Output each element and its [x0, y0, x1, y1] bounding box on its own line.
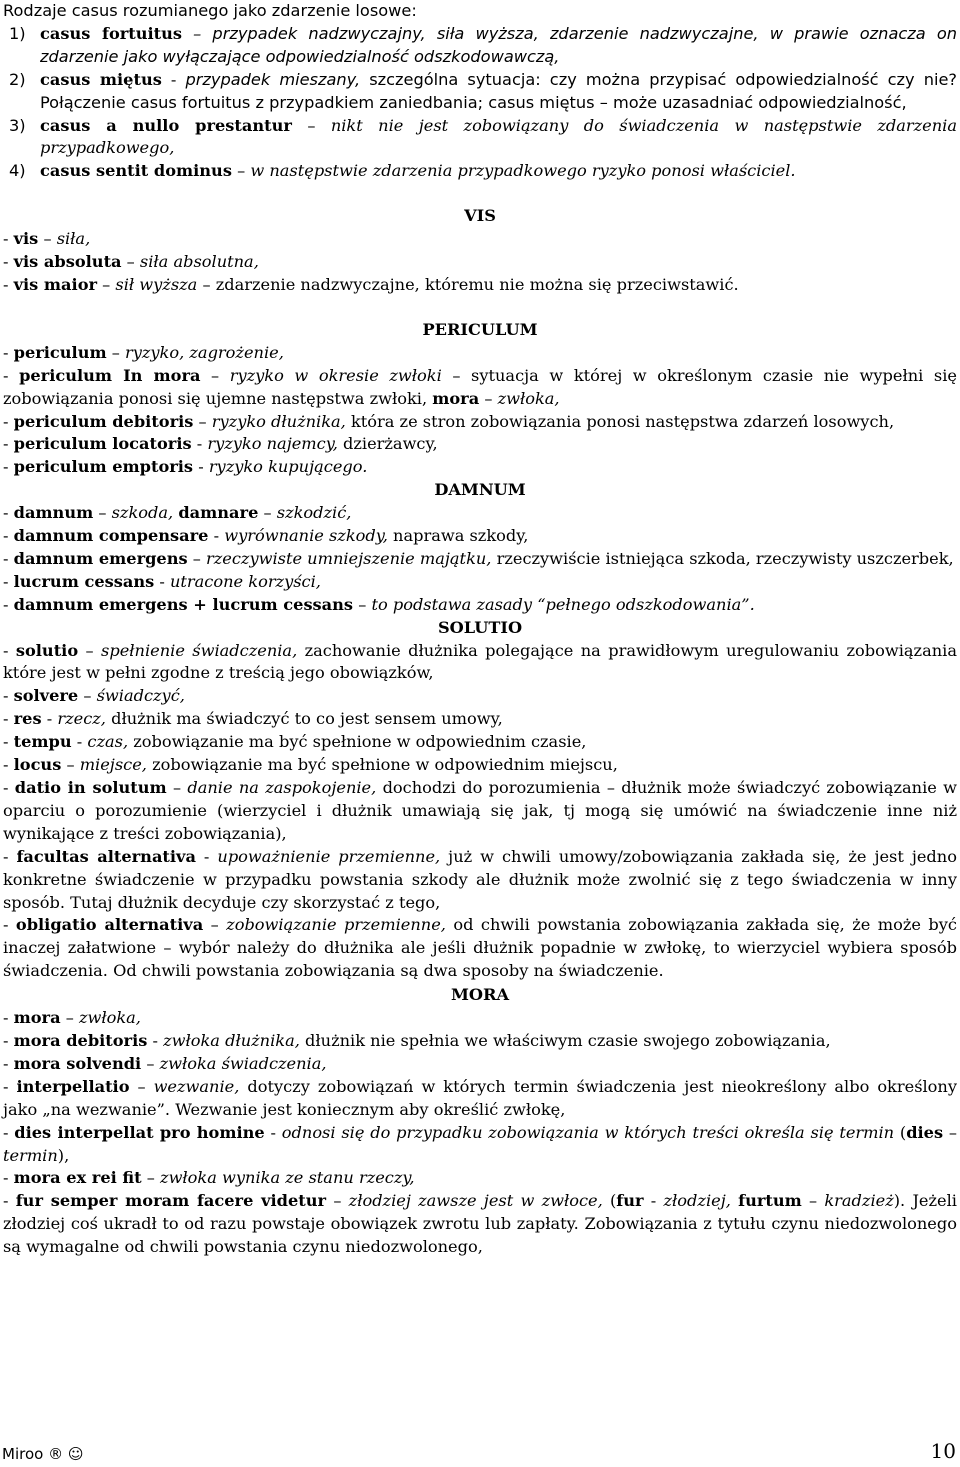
list-item-text	[40, 23, 957, 69]
damnum-line-2: - damnum compensare - wyrównanie szkody, naprawa szkody,	[3, 526, 529, 546]
definition: wezwanie,	[153, 1076, 240, 1096]
solutio-line-4: - tempu - czas, zobowiązanie ma być spełnione w odpowiednim czasie,	[3, 732, 587, 752]
document-content	[3, 0, 957, 1259]
explanation: dłużnik nie spełnia we właściwym czasie swojego zobowiązania,	[299, 1030, 831, 1050]
list-item-text	[40, 115, 957, 161]
vis-line-2: - vis absoluta – siła absolutna,	[3, 252, 259, 272]
term: casus fortuitus	[40, 23, 183, 43]
explanation: zobowiązanie ma być spełnione w odpowiednim miejscu,	[146, 755, 618, 775]
term: damnum emergens + lucrum cessans	[13, 594, 354, 614]
periculum-line-4: - periculum locatoris - ryzyko najemcy, dzierżawcy,	[3, 434, 438, 454]
definition: złodziej,	[663, 1191, 731, 1211]
term: fur	[616, 1191, 644, 1211]
list-item	[3, 23, 957, 69]
term: mora solvendi	[13, 1053, 142, 1073]
term: periculum debitoris	[13, 411, 194, 431]
definition: ryzyko najemcy,	[207, 434, 338, 454]
explanation: – zdarzenie nadzwyczajne, któremu nie można się przeciwstawić.	[197, 274, 739, 294]
definition: spełnienie świadczenia,	[101, 640, 298, 660]
definition: zwłoka wynika ze stanu rzeczy,	[160, 1168, 415, 1188]
mora-line-7: - fur semper moram facere videtur – złodziej zawsze jest w zwłoce, (fur - złodziej, furtum – kradzież). Jeżeli złodziej coś ukradł to od razu powstaje obowiązek zwrotu lub zapłaty. Zobowiązania z tytułu czynu niedozwolonego są wymagalne od chwili powstania czynu niedozwolonego,	[3, 1191, 957, 1257]
definition: wyrównanie szkody,	[224, 526, 388, 546]
list-number: 4)	[9, 161, 26, 181]
definition: przypadek mieszany,	[185, 69, 361, 89]
explanation: ). Jeżeli złodziej coś ukradł to od razu powstaje obowiązek zwrotu lub zapłaty. Zobowiązania z tytułu czynu niedozwolonego są wymagalne od chwili powstania czynu niedozwolonego,	[3, 1191, 957, 1257]
definition: zwłoka,	[78, 1008, 141, 1028]
definition: szkoda,	[111, 503, 174, 523]
explanation: która ze stron zobowiązania ponosi następstwa zdarzeń losowych,	[345, 411, 895, 431]
list-item	[3, 69, 957, 115]
term: dies interpellat pro homine	[14, 1122, 265, 1142]
damnum-line-4: - lucrum cessans - utracone korzyści,	[3, 571, 321, 591]
term: casus sentit dominus	[40, 161, 232, 181]
definition: to podstawa zasady “pełnego odszkodowania”.	[371, 594, 755, 614]
term: periculum In mora	[19, 365, 201, 385]
definition: zobowiązanie przemienne,	[226, 915, 446, 935]
definition: termin	[3, 1145, 58, 1165]
explanation: rzeczywiście istniejąca szkoda, rzeczywisty uszczerbek,	[491, 548, 954, 568]
solutio-line-8: - obligatio alternativa – zobowiązanie przemienne, od chwili powstania zobowiązania zakłada się, że może być inaczej załatwione – wybór należy do dłużnika ale jeśli dłużnik popadnie w zwłokę, to wierzyciel wybiera sposób świadczenia. Od chwili powstania zobowiązania są dwa sposoby na świadczenie.	[3, 915, 957, 981]
periculum-line-5: - periculum emptoris - ryzyko kupującego.	[3, 457, 368, 477]
explanation: zachowanie dłużnika polegające na prawidłowym uregulowaniu zobowiązania które jest w pełni zgodne z treścią jego obowiązków,	[3, 640, 957, 683]
definition: czas,	[87, 732, 129, 752]
paren: (	[602, 1191, 617, 1211]
solutio-line-5: - locus – miejsce, zobowiązanie ma być spełnione w odpowiednim miejscu,	[3, 755, 618, 775]
definition: ryzyko kupującego.	[208, 457, 368, 477]
definition: rzeczywiste umniejszenie majątku,	[206, 548, 492, 568]
definition: siła absolutna,	[139, 252, 259, 272]
explanation: już w chwili umowy/zobowiązania zakłada się, że jest jedno konkretne świadczenie w przypadku powstania szkody ale dłużnik może zwolnić się z tego świadczenia w inny sposób. Tutaj dłużnik decyduje czy skorzystać z tego,	[3, 846, 957, 912]
page-footer	[2, 1441, 956, 1467]
list-number: 2)	[9, 69, 26, 89]
intro-line: Rodzaje casus rozumianego jako zdarzenie losowe:	[3, 1, 417, 20]
term: vis absoluta	[13, 252, 122, 272]
section-heading-periculum: PERICULUM	[422, 319, 538, 339]
term: casus a nullo prestantur	[40, 115, 292, 135]
explanation: dłużnik ma świadczyć to co jest sensem umowy,	[105, 709, 503, 729]
paren: (	[894, 1122, 907, 1142]
solutio-line-3: - res - rzecz, dłużnik ma świadczyć to co jest sensem umowy,	[3, 709, 503, 729]
term: periculum emptoris	[13, 457, 194, 477]
separator: –	[182, 23, 213, 43]
definition: siła,	[56, 229, 91, 249]
list-item-text	[40, 160, 957, 183]
definition: ryzyko w okresie zwłoki	[229, 365, 442, 385]
term: casus miętus	[40, 69, 162, 89]
explanation: dzierżawcy,	[337, 434, 438, 454]
casus-list	[3, 23, 957, 183]
term: vis	[13, 229, 39, 249]
definition: rzecz,	[57, 709, 106, 729]
term: periculum locatoris	[13, 434, 192, 454]
periculum-line-2: - periculum In mora – ryzyko w okresie zwłoki – sytuacja w której w określonym czasie nie wypełni się zobowiązania ponosi się ujemne następstwa zwłoki, mora – zwłoka,	[3, 365, 957, 408]
definition: danie na zaspokojenie,	[187, 778, 377, 797]
definition: kradzież	[824, 1191, 894, 1211]
section-heading-damnum: DAMNUM	[434, 480, 526, 500]
section-heading-vis: VIS	[464, 206, 496, 226]
definition: świadczyć,	[96, 686, 185, 706]
explanation: od chwili powstania zobowiązania zakłada się, że może być inaczej załatwione – wybór należy do dłużnika ale jeśli dłużnik popadnie w zwłokę, to wierzyciel wybiera sposób świadczenia. Od chwili powstania zobowiązania są dwa sposoby na świadczenie.	[3, 915, 957, 981]
mora-line-5: - dies interpellat pro homine - odnosi się do przypadku zobowiązania w których treści określa się termin (dies – termin),	[3, 1122, 958, 1165]
term: interpellatio	[16, 1076, 130, 1096]
term: periculum	[13, 342, 107, 362]
list-item-text	[40, 69, 957, 115]
list-item	[3, 115, 957, 161]
vis-line-3: - vis maior – sił wyższa – zdarzenie nadzwyczajne, któremu nie można się przeciwstawić.	[3, 274, 739, 294]
page-number: 10	[930, 1439, 956, 1463]
section-heading-mora: MORA	[450, 985, 510, 1005]
separator: –	[291, 115, 331, 135]
definition: przypadek nadzwyczajny, siła wyższa, zdarzenie nadzwyczajne, w prawie oznacza on zdarzenie jako wyłączające odpowiedzialność odszkodowawczą,	[40, 23, 957, 66]
term: mora	[13, 1008, 61, 1028]
damnum-line-5: - damnum emergens + lucrum cessans – to podstawa zasady “pełnego odszkodowania”.	[3, 594, 755, 614]
definition: ryzyko dłużnika,	[211, 411, 346, 431]
solutio-line-2: - solvere – świadczyć,	[3, 686, 185, 706]
section-heading-solutio: SOLUTIO	[437, 617, 523, 637]
list-number: 3)	[9, 115, 26, 135]
definition: złodziej zawsze jest w zwłoce,	[348, 1191, 603, 1211]
definition: miejsce,	[79, 755, 147, 775]
definition: zwłoka,	[497, 388, 560, 408]
mora-line-3: - mora solvendi – zwłoka świadczenia,	[3, 1053, 327, 1073]
definition: upoważnienie przemienne,	[217, 846, 441, 866]
periculum-line-1: - periculum – ryzyko, zagrożenie,	[3, 342, 284, 362]
mora-line-1: - mora – zwłoka,	[3, 1008, 141, 1028]
vis-line-1: - vis – siła,	[3, 229, 91, 249]
explanation: szczególna sytuacja: czy można przypisać odpowiedzialność czy nie? Połączenie casus fortuitus z przypadkiem zaniedbania; casus miętus – może uzasadniać odpowiedzialność,	[40, 69, 958, 112]
separator: –	[231, 161, 251, 181]
explanation: – sytuacja w której w określonym czasie nie wypełni się zobowiązania ponosi się ujemne następstwa zwłoki,	[3, 365, 957, 408]
footer-brand: Miroo ® ☺	[2, 1445, 84, 1463]
term: furtum	[738, 1191, 802, 1211]
term: mora	[432, 388, 480, 408]
term: vis maior	[13, 274, 98, 294]
definition: zwłoka świadczenia,	[159, 1053, 327, 1073]
term: lucrum cessans	[13, 571, 155, 591]
term: facultas alternativa	[16, 846, 196, 866]
definition: zwłoka dłużnika,	[163, 1030, 300, 1050]
mora-line-2: - mora debitoris - zwłoka dłużnika, dłużnik nie spełnia we właściwym czasie swojego zobowiązania,	[3, 1030, 831, 1050]
explanation: naprawa szkody,	[387, 526, 529, 546]
paren: ),	[57, 1145, 70, 1165]
explanation: zobowiązanie ma być spełnione w odpowiednim czasie,	[128, 732, 587, 752]
term: damnum compensare	[13, 526, 209, 546]
definition: szkodzić,	[276, 503, 352, 523]
definition: utracone korzyści,	[169, 571, 321, 591]
solutio-line-1: - solutio – spełnienie świadczenia, zachowanie dłużnika polegające na prawidłowym uregulowaniu zobowiązania które jest w pełni zgodne z treścią jego obowiązków,	[3, 640, 957, 683]
definition: ryzyko, zagrożenie,	[124, 342, 284, 362]
term: solvere	[13, 686, 79, 706]
separator: -	[161, 69, 186, 89]
term: mora ex rei fit	[13, 1168, 142, 1188]
mora-line-6: - mora ex rei fit – zwłoka wynika ze stanu rzeczy,	[3, 1168, 415, 1188]
term: damnare	[178, 503, 259, 523]
definition: w następstwie zdarzenia przypadkowego ryzyko ponosi właściciel.	[250, 161, 796, 181]
solutio-line-6: - datio in solutum – danie na zaspokojenie, dochodzi do porozumienia – dłużnik może świadczyć zobowiązanie w oparciu o porozumienie (wierzyciel i dłużnik umawiają się jak, tj mogą się umówić na świadczenie inne niż wynikające z treści zobowiązania),	[3, 778, 958, 843]
term: damnum	[13, 503, 94, 523]
list-item	[3, 160, 957, 183]
term: mora debitoris	[13, 1030, 148, 1050]
list-number: 1)	[9, 23, 26, 43]
term: res	[13, 709, 42, 729]
term: locus	[13, 755, 62, 775]
definition: odnosi się do przypadku zobowiązania w których treści określa się termin	[281, 1122, 895, 1142]
explanation: dochodzi do porozumienia – dłużnik może świadczyć zobowiązanie w oparciu o porozumienie (wierzyciel i dłużnik umawiają się jak, tj mogą się umówić na świadczenie inne niż wynikające z treści zobowiązania),	[3, 778, 958, 843]
definition: nikt nie jest zobowiązany do świadczenia w następstwie zdarzenia przypadkowego,	[40, 115, 958, 158]
term: solutio	[15, 640, 79, 660]
term: dies	[906, 1122, 944, 1142]
term: datio in solutum	[14, 778, 167, 797]
explanation: dotyczy zobowiązań w których termin świadczenia jest nieokreślony albo określony jako „na wezwanie”. Wezwanie jest koniecznym aby określić zwłokę,	[3, 1076, 957, 1119]
damnum-line-3: - damnum emergens – rzeczywiste umniejszenie majątku, rzeczywiście istniejąca szkoda, rzeczywisty uszczerbek,	[3, 548, 954, 568]
periculum-line-3: - periculum debitoris – ryzyko dłużnika, która ze stron zobowiązania ponosi następstwa zdarzeń losowych,	[3, 411, 895, 431]
term: obligatio alternativa	[15, 915, 204, 935]
damnum-line-1: - damnum – szkoda, damnare – szkodzić,	[3, 503, 352, 523]
mora-line-4: - interpellatio – wezwanie, dotyczy zobowiązań w których termin świadczenia jest nieokreślony albo określony jako „na wezwanie”. Wezwanie jest koniecznym aby określić zwłokę,	[3, 1076, 957, 1119]
term: fur semper moram facere videtur	[15, 1191, 327, 1211]
solutio-line-7: - facultas alternativa - upoważnienie przemienne, już w chwili umowy/zobowiązania zakłada się, że jest jedno konkretne świadczenie w przypadku powstania szkody ale dłużnik może zwolnić się z tego świadczenia w inny sposób. Tutaj dłużnik decyduje czy skorzystać z tego,	[3, 846, 957, 912]
term: tempu	[13, 732, 72, 752]
term: damnum emergens	[13, 548, 188, 568]
definition: sił wyższa	[115, 274, 198, 294]
